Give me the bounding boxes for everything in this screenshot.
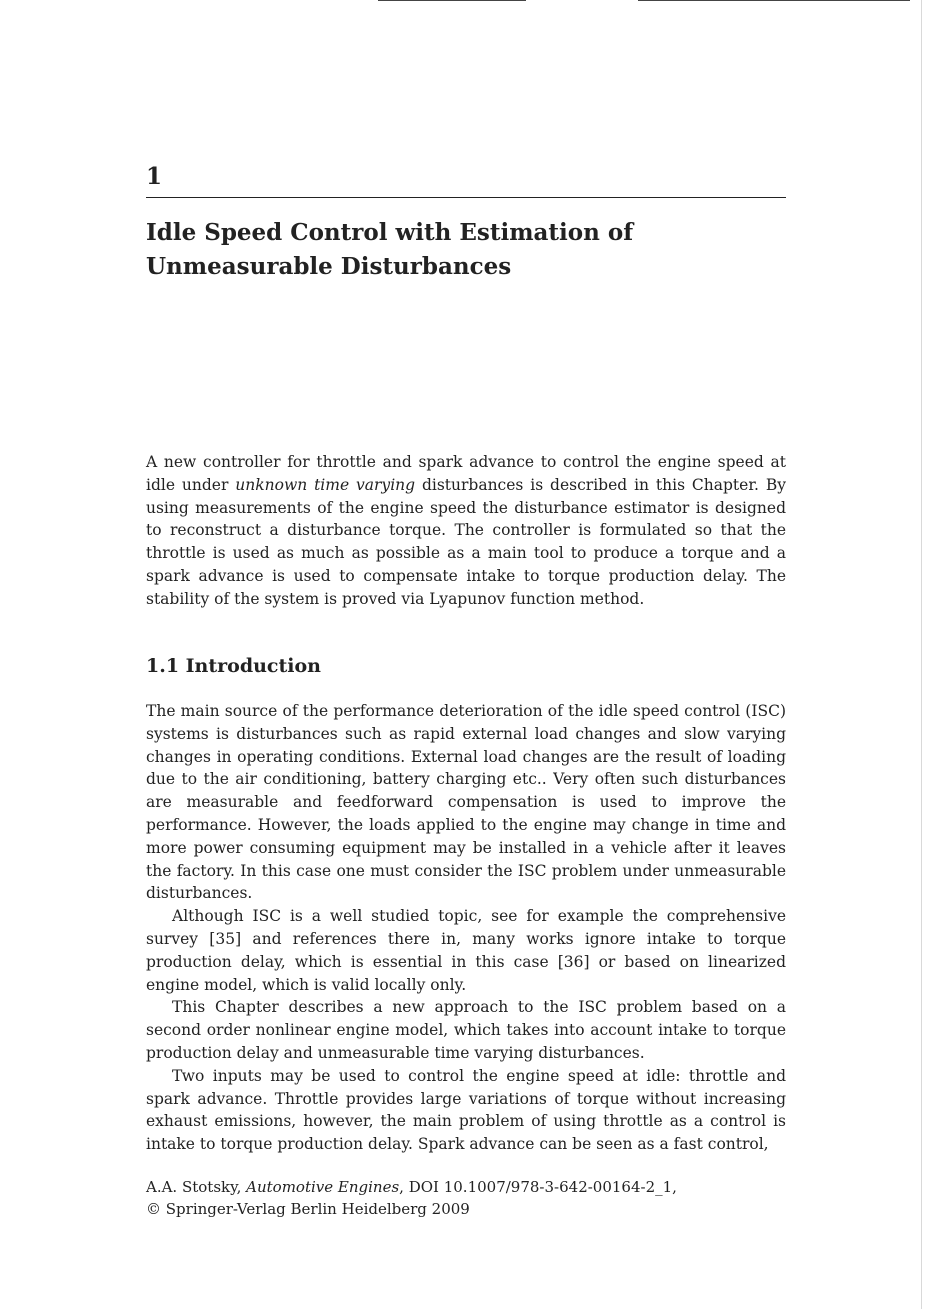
abstract-text-start: A new controller for throttle and spark advance to control the engine speed at idle under [146,453,786,494]
abstract-italic: unknown time varying [235,475,416,494]
chapter-number: 1 [146,163,163,190]
paragraph-4: Two inputs may be used to control the engine speed at idle: throttle and spark advance. Throttle provides large variations of torque without increasing exhaust emissions, however, the main problem of using throttle as a control is intake to torque production delay. Spark advance can be seen as a fast control, [146,1066,786,1154]
footer-copyright: © Springer-Verlag Berlin Heidelberg 2009 [146,1200,470,1218]
scan-top-line-right [638,0,910,1]
chapter-title [146,216,786,284]
paragraph-3: This Chapter describes a new approach to the ISC problem based on a second order nonlinear engine model, which takes into account intake to torque production delay and unmeasurable time varying disturbances. [146,998,786,1062]
chapter-rule [146,197,786,198]
footer-doi: , DOI 10.1007/978-3-642-00164-2_1, [399,1178,677,1196]
chapter-title-line-2: Unmeasurable Disturbances [146,253,512,280]
chapter-title-line-1: Idle Speed Control with Estimation of [146,219,634,246]
abstract-text-end: disturbances is described in this Chapter. By using measurements of the engine speed the disturbance estimator is designed to reconstruct a disturbance torque. The controller is formulated so that the throttle is used as much as possible as a main tool to produce a torque and a spark advance is used to compensate intake to torque production delay. The stability of the system is proved via Lyapunov function method. [146,475,786,608]
abstract-paragraph [146,451,786,611]
footer-citation [146,1176,786,1220]
section-body [146,700,786,1156]
footer-citation-line [146,1176,786,1198]
footer-book-title: Automotive Engines [246,1178,400,1196]
abstract [146,451,786,611]
paragraph-1: The main source of the performance deterioration of the idle speed control (ISC) systems is disturbances such as rapid external load changes and slow varying changes in operating conditions. External load changes are the result of loading due to the air conditioning, battery charging etc.. Very often such disturbances are measurable and feedforward compensation is used to improve the performance. However, the loads applied to the engine may change in time and more power consuming equipment may be installed in a vehicle after it leaves the factory. In this case one must consider the ISC problem under unmeasurable disturbances. [146,702,786,903]
scan-top-line-left [378,0,526,1]
section-heading: 1.1 Introduction [146,655,321,677]
paragraph-2: Although ISC is a well studied topic, see for example the comprehensive survey [35] and references there in, many works ignore intake to torque production delay, which is essential in this case [36] or based on linearized engine model, which is valid locally only. [146,907,786,994]
footer-author: A.A. Stotsky, [146,1178,242,1196]
scan-right-edge [921,0,922,1309]
